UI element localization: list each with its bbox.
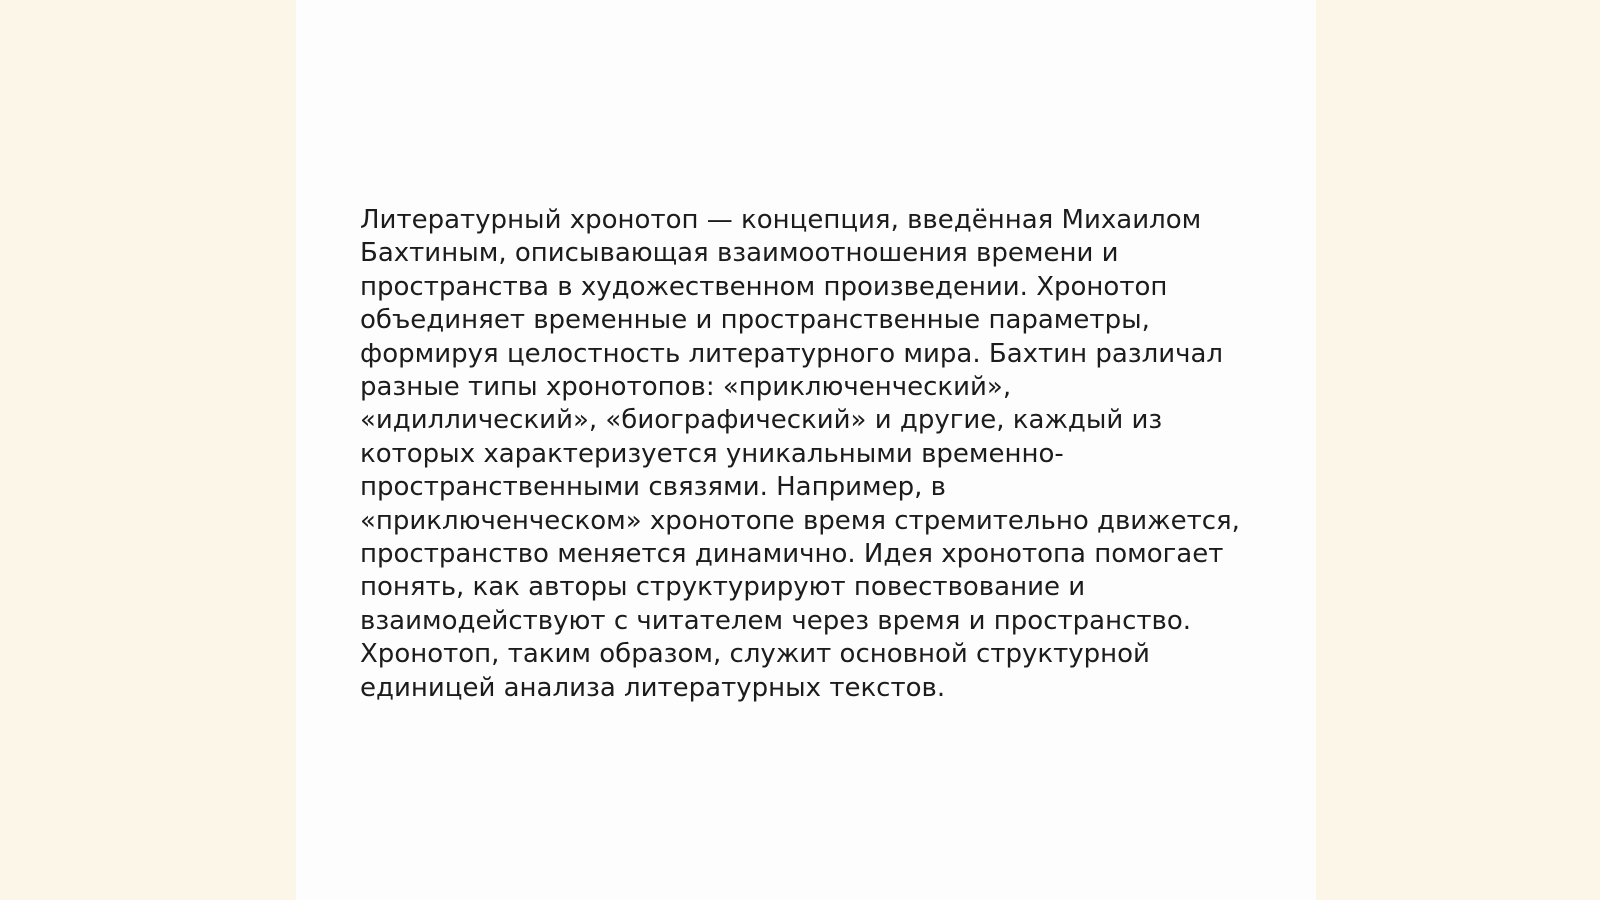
paragraph-line: Хронотоп, таким образом, служит основной структурной — [360, 639, 1150, 670]
body-paragraph — [360, 204, 1260, 705]
paragraph-line: пространственными связями. Например, в — [360, 472, 946, 503]
left-margin-panel — [0, 0, 296, 900]
paragraph-line: понять, как авторы структурируют повествование и — [360, 572, 1086, 603]
paragraph-line: «идиллический», «биографический» и другие, каждый из — [360, 405, 1163, 436]
right-margin-panel — [1316, 0, 1600, 900]
paragraph-line: взаимодействуют с читателем через время и пространство. — [360, 605, 1192, 636]
paragraph-line: пространства в художественном произведении. Хронотоп — [360, 271, 1168, 302]
paragraph-line: пространство меняется динамично. Идея хронотопа помогает — [360, 539, 1224, 570]
paragraph-line: объединяет временные и пространственные параметры, — [360, 305, 1150, 336]
paragraph-line: формируя целостность литературного мира. Бахтин различал — [360, 338, 1224, 369]
paragraph-line: Бахтиным, описывающая взаимоотношения времени и — [360, 238, 1119, 269]
paragraph-line: единицей анализа литературных текстов. — [360, 672, 946, 703]
document-page — [296, 0, 1316, 900]
paragraph-line: которых характеризуется уникальными временно- — [360, 438, 1064, 469]
paragraph-line: разные типы хронотопов: «приключенческий», — [360, 372, 1012, 403]
paragraph-line: Литературный хронотоп — концепция, введённая Михаилом — [360, 205, 1202, 235]
paragraph-line: «приключенческом» хронотопе время стремительно движется, — [360, 505, 1240, 536]
